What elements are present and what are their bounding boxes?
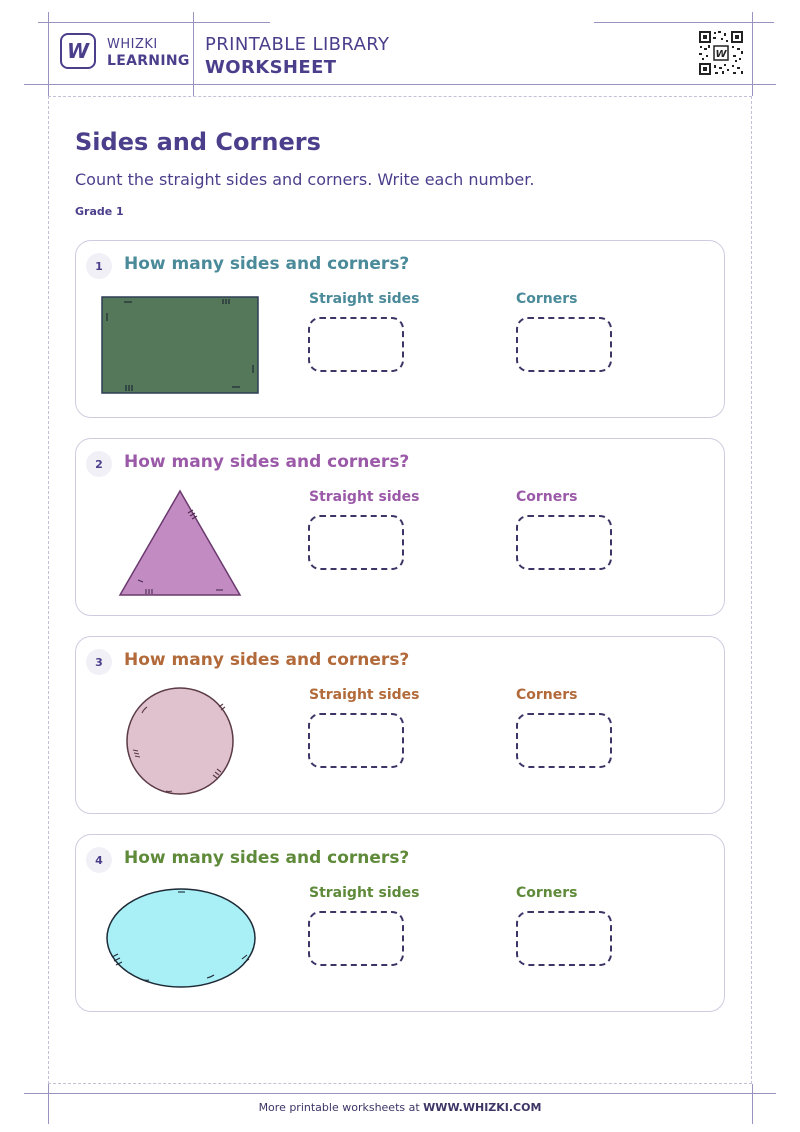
- question-number: 4: [86, 847, 112, 873]
- question-card-1: [75, 240, 725, 418]
- question-card-2: [75, 438, 725, 616]
- brand-subtitle: LEARNING: [107, 53, 190, 69]
- sides-answer-box[interactable]: [308, 515, 404, 570]
- footer-site-link[interactable]: WWW.WHIZKI.COM: [423, 1101, 542, 1114]
- corners-answer-box[interactable]: [516, 713, 612, 768]
- header-library-title: PRINTABLE LIBRARY: [205, 34, 390, 55]
- whizki-logo: [60, 33, 96, 69]
- question-card-4: [75, 834, 725, 1012]
- header-rule-right: [752, 12, 753, 96]
- corners-answer-box[interactable]: [516, 317, 612, 372]
- worksheet-title: Sides and Corners: [75, 128, 321, 156]
- sides-answer-box[interactable]: [308, 713, 404, 768]
- worksheet-instructions: Count the straight sides and corners. Write each number.: [75, 170, 535, 189]
- oval-shape: [76, 835, 276, 1013]
- footer-prefix: More printable worksheets at: [258, 1101, 424, 1114]
- corners-label: Corners: [516, 885, 578, 901]
- header-rule-top-right: [594, 22, 774, 23]
- straight-sides-label: Straight sides: [309, 687, 420, 703]
- corners-label: Corners: [516, 291, 578, 307]
- corners-answer-box[interactable]: [516, 911, 612, 966]
- brand-name: WHIZKI: [107, 37, 158, 52]
- logo-letter: W: [66, 39, 90, 63]
- straight-sides-label: Straight sides: [309, 489, 420, 505]
- straight-sides-label: Straight sides: [309, 885, 420, 901]
- question-number: 1: [86, 253, 112, 279]
- corners-label: Corners: [516, 489, 578, 505]
- question-card-3: [75, 636, 725, 814]
- corners-answer-box[interactable]: [516, 515, 612, 570]
- circle-shape: [76, 637, 276, 815]
- corners-label: Corners: [516, 687, 578, 703]
- header-rule-top-left: [38, 22, 270, 23]
- header-rule-bottom: [24, 84, 776, 85]
- footer-rule: [24, 1093, 776, 1094]
- qr-code-icon: [697, 29, 745, 77]
- question-number: 3: [86, 649, 112, 675]
- triangle-shape: [76, 439, 276, 617]
- question-text: How many sides and corners?: [124, 254, 410, 274]
- header-divider: [193, 12, 194, 96]
- question-text: How many sides and corners?: [124, 650, 410, 670]
- question-text: How many sides and corners?: [124, 452, 410, 472]
- footer-text: [0, 1101, 800, 1114]
- question-text: How many sides and corners?: [124, 848, 410, 868]
- rectangle-shape: [76, 241, 276, 419]
- sides-answer-box[interactable]: [308, 317, 404, 372]
- header-rule-left: [48, 12, 49, 96]
- straight-sides-label: Straight sides: [309, 291, 420, 307]
- header-worksheet-title: WORKSHEET: [205, 57, 337, 78]
- svg-text:W: W: [715, 49, 727, 60]
- question-number: 2: [86, 451, 112, 477]
- sides-answer-box[interactable]: [308, 911, 404, 966]
- grade-label: Grade 1: [75, 205, 124, 218]
